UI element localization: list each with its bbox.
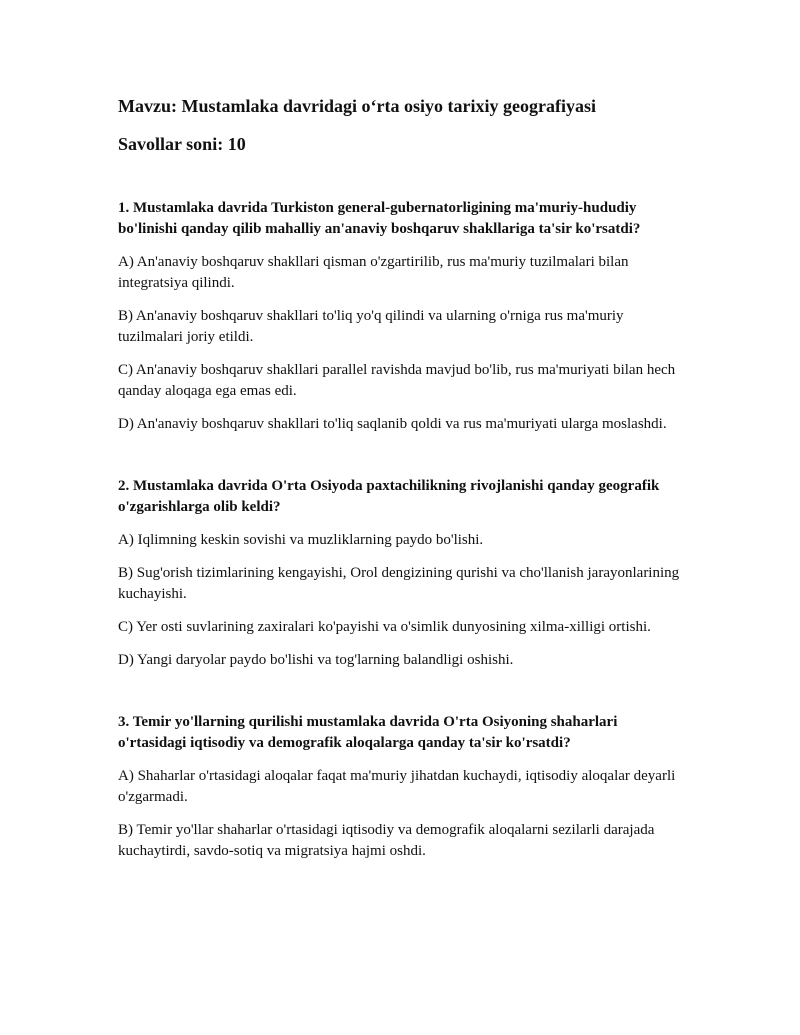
answer-option-b: B) Sug'orish tizimlarining kengayishi, Orol dengizining qurishi va cho'llanish jarayonlarining kuchayishi. bbox=[118, 565, 680, 602]
answer-option-b: B) Temir yo'llar shaharlar o'rtasidagi iqtisodiy va demografik aloqalarni sezilarli darajada kuchaytirdi, savdo-sotiq va migratsiya hajmi oshdi. bbox=[118, 822, 655, 859]
question-text: 2. Mustamlaka davrida O'rta Osiyoda paxtachilikning rivojlanishi qanday geografik o'zgarishlarga olib keldi? bbox=[118, 478, 660, 515]
answer-option-a: A) Iqlimning keskin sovishi va muzliklarning paydo bo'lishi. bbox=[118, 532, 484, 548]
question-1 bbox=[118, 198, 688, 435]
answer-option-a: A) Shaharlar o'rtasidagi aloqalar faqat ma'muriy jihatdan kuchaydi, iqtisodiy aloqalar deyarli o'zgarmadi. bbox=[118, 768, 676, 805]
answer-option-d: D) Yangi daryolar paydo bo'lishi va tog'larning balandligi oshishi. bbox=[118, 652, 514, 668]
question-count: Savollar soni: 10 bbox=[118, 134, 246, 154]
answer-option-d: D) An'anaviy boshqaruv shakllari to'liq saqlanib qoldi va rus ma'muriyati ularga moslashdi. bbox=[118, 416, 667, 432]
document-title: Mavzu: Mustamlaka davridagi o‘rta osiyo tarixiy geografiyasi bbox=[118, 96, 596, 116]
question-text: 1. Mustamlaka davrida Turkiston general-gubernatorligining ma'muriy-hududiy bo'linishi qanday qilib mahalliy an'anaviy boshqaruv shakllariga ta'sir ko'rsatdi? bbox=[118, 200, 641, 237]
answer-option-a: A) An'anaviy boshqaruv shakllari qisman o'zgartirilib, rus ma'muriy tuzilmalari bilan integratsiya qilindi. bbox=[118, 254, 629, 291]
questions-list bbox=[118, 198, 688, 862]
question-text: 3. Temir yo'llarning qurilishi mustamlaka davrida O'rta Osiyoning shaharlari o'rtasidagi iqtisodiy va demografik aloqalarga qanday ta'sir ko'rsatdi? bbox=[118, 714, 618, 751]
question-3 bbox=[118, 712, 688, 862]
document-page bbox=[118, 92, 688, 874]
answer-option-c: C) Yer osti suvlarining zaxiralari ko'payishi va o'simlik dunyosining xilma-xilligi ortishi. bbox=[118, 619, 651, 635]
answer-option-c: C) An'anaviy boshqaruv shakllari parallel ravishda mavjud bo'lib, rus ma'muriyati bilan hech qanday aloqaga ega emas edi. bbox=[118, 362, 676, 399]
answer-option-b: B) An'anaviy boshqaruv shakllari to'liq yo'q qilindi va ularning o'rniga rus ma'muriy tuzilmalari joriy etildi. bbox=[118, 308, 624, 345]
question-2 bbox=[118, 476, 688, 671]
